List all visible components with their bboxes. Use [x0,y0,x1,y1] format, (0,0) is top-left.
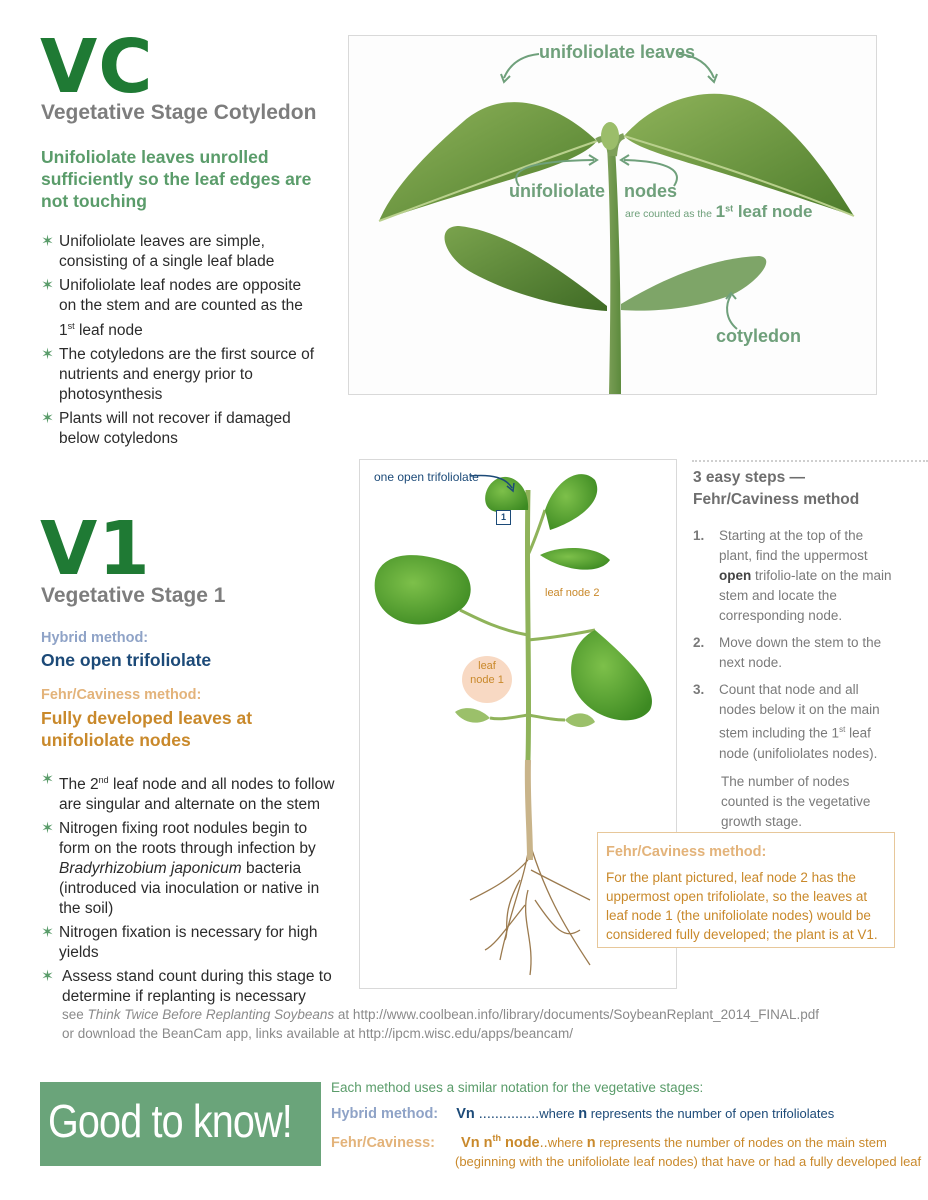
label-nodes: nodes [624,181,678,201]
vc-bullet-list [41,232,321,453]
fehr-box-title: Fehr/Caviness method: [606,844,767,860]
arrow-trifoliolate-icon [468,470,518,495]
star-icon: ✶ [41,820,54,838]
arrows-leaves-icon [499,46,719,86]
reference-note: see Think Twice Before Replanting Soybeans at http://www.coolbean.info/library/documents/SoybeanReplant_2014_FINAL.pdf or download the BeanCam app, links available at http://ipcm.wisc.edu/apps/beancam/ [62,1007,819,1041]
good-to-know-banner [40,1082,321,1166]
good-to-know-title: Good to know! [48,1095,292,1147]
vc-bullet: ✶ Plants will not recover if damaged below cotyledons [41,410,291,448]
v1-bullet: ✶ Nitrogen fixation is necessary for high yields [41,924,318,962]
star-icon: ✶ [41,277,54,294]
v1-bullet: ✶ Nitrogen fixing root nodules begin to form on the roots through infection by Bradyrhizobium japonicum bacteria (introduced via inoculation or native in the soil) [41,820,320,918]
vc-plant-photo [348,35,877,395]
v1-bullet: ✶ The 2nd leaf node and all nodes to follow are singular and alternate on the stem [41,771,335,814]
star-icon: ✶ [41,771,54,788]
vc-definition: Unifoliolate leaves unrolled sufficiently so the leaf edges are not touching [41,147,312,211]
star-icon: ✶ [41,346,54,364]
vc-bullet: ✶ Unifoliolate leaf nodes are opposite on the stem and are counted as the 1st leaf node [41,277,303,340]
notation-hybrid-row: Hybrid method: Vn ...............where n represents the number of open trifoliolates [331,1106,835,1122]
star-icon: ✶ [41,233,54,250]
label-leaf-node-1: leaf node 1 [462,656,512,703]
fehr-example-box [597,832,895,948]
label-counted-as: are counted as the 1st leaf node [625,202,813,221]
vc-bullet: ✶ Unifoliolate leaves are simple, consisting of a single leaf blade [41,233,275,270]
step-final: The number of nodes counted is the vegetative growth stage. [721,773,871,829]
star-icon: ✶ [41,968,54,986]
arrows-nodes-icon [499,146,699,191]
step-item: 3. Count that node and all nodes below it on the main stem including the 1st leaf node (unifoliolates nodes). [693,682,880,761]
arrow-cotyledon-icon [717,291,757,331]
v1-hybrid-text: One open trifoliolate [41,650,212,670]
step-item: 2. Move down the stem to the next node. [693,635,882,670]
node-number-badge: 1 [496,510,511,525]
vc-bullet: ✶ The cotyledons are the first source of nutrients and energy prior to photosynthesis [41,346,315,404]
label-one-open-trifoliolate: one open trifoliolate [374,470,479,484]
label-leaf-node-2: leaf node 2 [545,587,600,599]
label-unifoliolate-leaves: unifoliolate leaves [539,42,696,62]
star-icon: ✶ [41,924,54,942]
v1-title: V1 [40,506,151,592]
v1-fehr-label: Fehr/Caviness method: [41,687,202,703]
star-icon: ✶ [41,410,54,428]
fehr-box-text: For the plant pictured, leaf node 2 has the uppermost open trifoliolate, so the leaves at leaf node 1 (the unifoliolate nodes) would be considered fully developed; the plant is at V1. [606,870,878,942]
label-cotyledon: cotyledon [716,326,802,346]
vc-subtitle: Vegetative Stage Cotyledon [41,101,317,124]
v1-subtitle: Vegetative Stage 1 [41,584,226,607]
notation-fehr-desc-line2: (beginning with the unifoliolate leaf nodes) that have or had a fully developed leaf [455,1154,922,1169]
v1-bullet: ✶ Assess stand count during this stage to determine if replanting is necessary [41,968,332,1006]
v1-fehr-text: Fully developed leaves at unifoliolate nodes [41,708,253,750]
notation-intro: Each method uses a similar notation for the vegetative stages: [331,1080,704,1095]
vc-title: VC [40,24,154,110]
steps-heading: 3 easy steps — Fehr/Caviness method [693,469,860,508]
step-item: 1. Starting at the top of the plant, find the uppermost open trifolio-late on the main stem and locate the corresponding node. [693,528,892,623]
steps-list [693,526,893,832]
steps-divider [692,460,928,462]
v1-hybrid-label: Hybrid method: [41,630,149,646]
label-unifoliolate: unifoliolate [509,181,605,201]
v1-bullet-list [41,770,341,1011]
notation-fehr-row: Fehr/Caviness: Vn $n^{th}$ node..where n represents the number of nodes on the main stem [331,1133,887,1151]
